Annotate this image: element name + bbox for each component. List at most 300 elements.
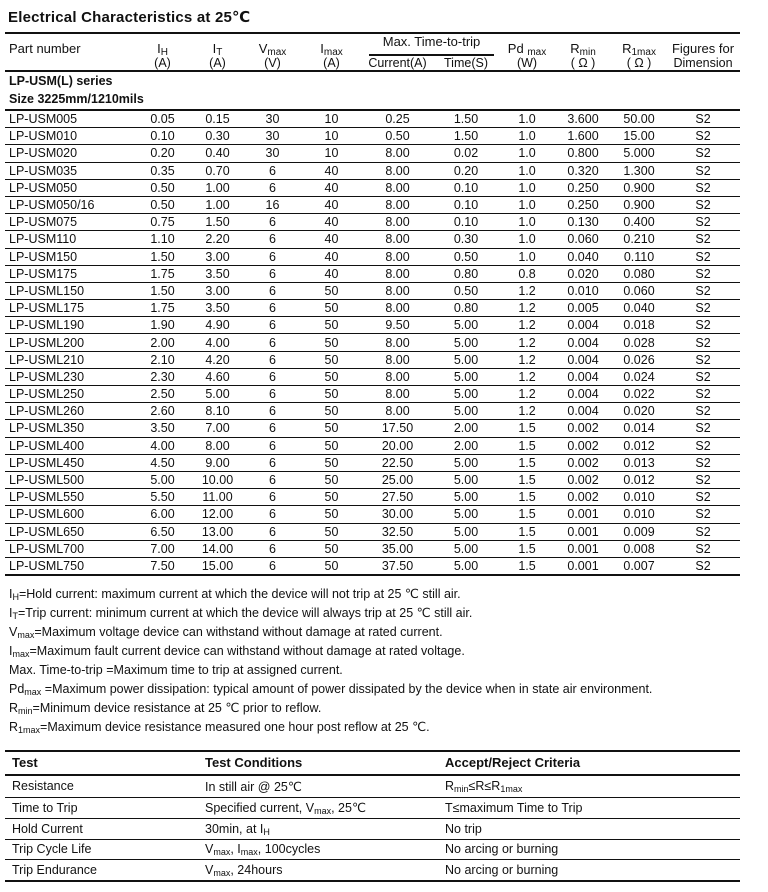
value-cell: 3.00 [190, 282, 245, 299]
value-cell: 2.50 [135, 386, 190, 403]
subscript-text: H [160, 47, 168, 58]
part-number-cell: LP-USML550 [5, 489, 135, 506]
part-number-cell: LP-USML200 [5, 334, 135, 351]
value-cell: 0.004 [554, 386, 612, 403]
value-cell: 8.10 [190, 403, 245, 420]
text-segment: =Maximum device resistance measured one hour post reflow at 25 ℃. [40, 720, 430, 735]
value-cell: 9.50 [363, 317, 432, 334]
value-cell: S2 [666, 248, 740, 265]
value-cell: 0.012 [612, 437, 666, 454]
test-row [5, 775, 740, 797]
unit-header: (V) [245, 56, 300, 71]
value-cell: S2 [666, 300, 740, 317]
unit-header: Time(S) [432, 56, 500, 71]
value-cell: 0.10 [432, 196, 500, 213]
value-cell: 1.75 [135, 300, 190, 317]
value-cell: S2 [666, 145, 740, 162]
column-header [190, 33, 245, 56]
value-cell: 0.02 [432, 145, 500, 162]
note-line [9, 718, 740, 737]
value-cell: S2 [666, 162, 740, 179]
value-cell: 7.00 [190, 420, 245, 437]
unit-header: ( Ω ) [612, 56, 666, 71]
text-segment: I [9, 644, 13, 659]
part-number-cell: LP-USML260 [5, 403, 135, 420]
value-cell: 6 [245, 231, 300, 248]
text-segment: =Trip current: minimum current at which the device will always trip at 25 ℃ still air. [17, 606, 473, 621]
text-segment: Pd [9, 682, 25, 697]
value-cell: 0.210 [612, 231, 666, 248]
part-number-cell: LP-USML350 [5, 420, 135, 437]
value-cell: 8.00 [363, 368, 432, 385]
value-cell: 1.0 [500, 231, 554, 248]
value-cell: 2.10 [135, 351, 190, 368]
value-cell: 6 [245, 162, 300, 179]
text-segment: , I [230, 842, 241, 857]
table-row [5, 351, 740, 368]
value-cell: 6 [245, 437, 300, 454]
value-cell: 0.004 [554, 334, 612, 351]
text-segment: T≤maximum Time to Trip [445, 800, 583, 815]
text-segment: I [9, 587, 13, 602]
value-cell: 1.50 [432, 110, 500, 128]
value-cell: S2 [666, 437, 740, 454]
value-cell: 0.009 [612, 523, 666, 540]
value-cell: 8.00 [363, 145, 432, 162]
value-cell: 0.060 [554, 231, 612, 248]
text-segment: V [205, 842, 214, 857]
text-segment: , 100cycles [257, 842, 321, 857]
value-cell: 50 [300, 334, 363, 351]
part-number-cell: LP-USM005 [5, 110, 135, 128]
value-cell: 50 [300, 540, 363, 557]
value-cell: 6 [245, 300, 300, 317]
table-row [5, 145, 740, 162]
value-cell: 4.20 [190, 351, 245, 368]
value-cell: 11.00 [190, 489, 245, 506]
series-label-row [5, 90, 740, 110]
value-cell: 40 [300, 231, 363, 248]
value-cell: 1.5 [500, 489, 554, 506]
value-cell: 0.008 [612, 540, 666, 557]
value-cell: 0.024 [612, 368, 666, 385]
table-row [5, 317, 740, 334]
value-cell: 0.320 [554, 162, 612, 179]
conditions-cell [205, 839, 445, 860]
value-cell: 1.5 [500, 437, 554, 454]
unit-header: Current(A) [363, 56, 432, 71]
value-cell: 8.00 [363, 265, 432, 282]
subscript-text: H [12, 592, 19, 603]
value-cell: 0.900 [612, 179, 666, 196]
note-line [9, 680, 740, 699]
value-cell: 40 [300, 248, 363, 265]
value-cell: 10 [300, 128, 363, 145]
value-cell: 3.600 [554, 110, 612, 128]
note-line [9, 661, 740, 680]
value-cell: 6 [245, 523, 300, 540]
value-cell: 0.002 [554, 437, 612, 454]
test-header-row [5, 751, 740, 775]
value-cell: 1.50 [190, 214, 245, 231]
value-cell: 0.20 [432, 162, 500, 179]
unit-header [5, 56, 135, 71]
note-line [9, 642, 740, 661]
column-header [135, 33, 190, 56]
value-cell: 0.020 [612, 403, 666, 420]
part-number-cell: LP-USM050/16 [5, 196, 135, 213]
value-cell: 40 [300, 214, 363, 231]
text-segment: No trip [445, 821, 482, 836]
value-cell: 6 [245, 334, 300, 351]
text-segment: V [205, 862, 214, 877]
value-cell: 0.022 [612, 386, 666, 403]
value-cell: 40 [300, 196, 363, 213]
value-cell: 20.00 [363, 437, 432, 454]
value-cell: S2 [666, 334, 740, 351]
value-cell: 6 [245, 265, 300, 282]
table-row [5, 162, 740, 179]
value-cell: 35.00 [363, 540, 432, 557]
part-number-cell: LP-USML650 [5, 523, 135, 540]
value-cell: 5.00 [432, 506, 500, 523]
value-cell: 15.00 [190, 557, 245, 575]
value-cell: S2 [666, 489, 740, 506]
subscript-text: max [267, 47, 287, 58]
value-cell: 1.50 [135, 282, 190, 299]
value-cell: 30 [245, 110, 300, 128]
value-cell: 0.80 [432, 300, 500, 317]
value-cell: 0.004 [554, 351, 612, 368]
criteria-cell [445, 775, 740, 797]
value-cell: 5.00 [432, 454, 500, 471]
value-cell: S2 [666, 128, 740, 145]
note-line [9, 604, 740, 623]
value-cell: S2 [666, 454, 740, 471]
value-cell: 1.5 [500, 557, 554, 575]
value-cell: S2 [666, 368, 740, 385]
value-cell: 0.013 [612, 454, 666, 471]
value-cell: S2 [666, 317, 740, 334]
value-cell: 2.20 [190, 231, 245, 248]
value-cell: 40 [300, 162, 363, 179]
subscript-text: min [579, 47, 596, 58]
subscript-text: max [240, 847, 258, 858]
value-cell: 50 [300, 300, 363, 317]
part-number-cell: LP-USML150 [5, 282, 135, 299]
text-segment: In still air @ 25℃ [205, 779, 302, 794]
value-cell: 1.0 [500, 196, 554, 213]
column-header [612, 33, 666, 56]
table-row [5, 368, 740, 385]
value-cell: 4.60 [190, 368, 245, 385]
value-cell: 0.50 [363, 128, 432, 145]
value-cell: 0.250 [554, 179, 612, 196]
units-row [5, 56, 740, 71]
value-cell: S2 [666, 386, 740, 403]
value-cell: 1.2 [500, 351, 554, 368]
text-segment: =Minimum device resistance at 25 ℃ prior to reflow. [32, 701, 322, 716]
value-cell: 1.2 [500, 282, 554, 299]
table-row [5, 179, 740, 196]
value-cell: 6 [245, 351, 300, 368]
text-segment: Max. Time-to-trip [382, 34, 481, 49]
value-cell: 4.90 [190, 317, 245, 334]
value-cell: 0.50 [135, 196, 190, 213]
value-cell: 50 [300, 489, 363, 506]
value-cell: 1.0 [500, 145, 554, 162]
value-cell: 9.00 [190, 454, 245, 471]
value-cell: 10.00 [190, 471, 245, 488]
value-cell: 50 [300, 437, 363, 454]
value-cell: 6.00 [135, 506, 190, 523]
value-cell: 1.2 [500, 403, 554, 420]
value-cell: 6 [245, 454, 300, 471]
value-cell: 0.10 [135, 128, 190, 145]
value-cell: 5.00 [432, 386, 500, 403]
value-cell: 0.001 [554, 506, 612, 523]
value-cell: 1.90 [135, 317, 190, 334]
value-cell: 5.00 [135, 471, 190, 488]
table-row [5, 420, 740, 437]
text-segment: I [320, 41, 324, 56]
test-table-header [5, 751, 740, 775]
value-cell: 1.0 [500, 179, 554, 196]
value-cell: 50 [300, 317, 363, 334]
value-cell: 6 [245, 386, 300, 403]
value-cell: 6 [245, 540, 300, 557]
value-cell: 0.800 [554, 145, 612, 162]
value-cell: 1.600 [554, 128, 612, 145]
table-row [5, 403, 740, 420]
value-cell: 1.50 [432, 128, 500, 145]
value-cell: 22.50 [363, 454, 432, 471]
test-column-header: Accept/Reject Criteria [445, 751, 740, 775]
table-row [5, 334, 740, 351]
main-table-body [5, 71, 740, 575]
value-cell: 6 [245, 282, 300, 299]
test-name-cell: Trip Endurance [5, 860, 205, 881]
value-cell: S2 [666, 403, 740, 420]
value-cell: 3.00 [190, 248, 245, 265]
test-row [5, 860, 740, 881]
table-row [5, 128, 740, 145]
value-cell: 8.00 [363, 403, 432, 420]
text-segment: =Hold current: maximum current at which the device will not trip at 25 ℃ still air. [18, 587, 461, 602]
subscript-text: max [213, 847, 231, 858]
header-row [5, 33, 740, 56]
column-header [363, 33, 500, 56]
text-segment: R [445, 779, 455, 794]
value-cell: 1.0 [500, 248, 554, 265]
value-cell: 1.2 [500, 386, 554, 403]
text-segment: 30min, at I [205, 821, 264, 836]
value-cell: 8.00 [363, 386, 432, 403]
value-cell: 1.0 [500, 214, 554, 231]
value-cell: 13.00 [190, 523, 245, 540]
value-cell: 1.00 [190, 196, 245, 213]
criteria-cell [445, 860, 740, 881]
value-cell: 5.00 [432, 368, 500, 385]
value-cell: 1.2 [500, 317, 554, 334]
value-cell: 0.010 [554, 282, 612, 299]
value-cell: 50 [300, 557, 363, 575]
value-cell: 40 [300, 179, 363, 196]
value-cell: 0.026 [612, 351, 666, 368]
value-cell: S2 [666, 557, 740, 575]
part-number-cell: LP-USML450 [5, 454, 135, 471]
part-number-cell: LP-USM010 [5, 128, 135, 145]
value-cell: 5.00 [432, 557, 500, 575]
subscript-text: T [216, 47, 223, 58]
value-cell: 5.00 [432, 403, 500, 420]
table-row [5, 196, 740, 213]
value-cell: 2.00 [135, 334, 190, 351]
value-cell: 0.028 [612, 334, 666, 351]
value-cell: 6 [245, 420, 300, 437]
value-cell: 7.50 [135, 557, 190, 575]
value-cell: 0.35 [135, 162, 190, 179]
column-header [300, 33, 363, 56]
test-column-header: Test [5, 751, 205, 775]
unit-header: ( Ω ) [554, 56, 612, 71]
value-cell: 3.50 [135, 420, 190, 437]
value-cell: 30 [245, 128, 300, 145]
value-cell: 0.010 [612, 506, 666, 523]
table-row [5, 523, 740, 540]
value-cell: 6 [245, 248, 300, 265]
value-cell: 0.110 [612, 248, 666, 265]
note-line [9, 699, 740, 718]
value-cell: 2.00 [432, 437, 500, 454]
text-segment: No arcing or burning [445, 862, 559, 877]
value-cell: S2 [666, 196, 740, 213]
unit-header: (A) [135, 56, 190, 71]
value-cell: 0.10 [432, 179, 500, 196]
value-cell: 50 [300, 420, 363, 437]
value-cell: 0.040 [612, 300, 666, 317]
value-cell: S2 [666, 471, 740, 488]
criteria-cell [445, 819, 740, 840]
test-criteria-table [5, 750, 740, 882]
value-cell: 40 [300, 265, 363, 282]
value-cell: 8.00 [363, 162, 432, 179]
value-cell: 5.50 [135, 489, 190, 506]
value-cell: 10 [300, 110, 363, 128]
text-segment: Pd [507, 41, 528, 56]
part-number-cell: LP-USML250 [5, 386, 135, 403]
part-number-cell: LP-USM050 [5, 179, 135, 196]
value-cell: 1.5 [500, 506, 554, 523]
value-cell: S2 [666, 282, 740, 299]
part-number-cell: LP-USM035 [5, 162, 135, 179]
value-cell: 1.5 [500, 540, 554, 557]
value-cell: 0.020 [554, 265, 612, 282]
value-cell: 6 [245, 471, 300, 488]
text-segment: Specified current, V [205, 801, 315, 816]
text-segment: Max. Time-to-trip =Maximum time to trip at assigned current. [9, 663, 343, 678]
value-cell: 4.50 [135, 454, 190, 471]
value-cell: 0.50 [432, 282, 500, 299]
part-number-cell: LP-USML210 [5, 351, 135, 368]
text-segment: R [570, 41, 580, 56]
value-cell: 0.004 [554, 317, 612, 334]
value-cell: 0.014 [612, 420, 666, 437]
value-cell: 37.50 [363, 557, 432, 575]
value-cell: 0.05 [135, 110, 190, 128]
table-row [5, 489, 740, 506]
conditions-cell [205, 819, 445, 840]
table-row [5, 506, 740, 523]
column-header [666, 33, 740, 56]
table-row [5, 248, 740, 265]
subscript-text: max [17, 630, 35, 641]
subscript-text: max [12, 649, 30, 660]
value-cell: 8.00 [363, 300, 432, 317]
subscript-text: min [18, 706, 33, 717]
page-title: Electrical Characteristics at 25℃ [8, 9, 251, 26]
value-cell: 50.00 [612, 110, 666, 128]
value-cell: 1.50 [135, 248, 190, 265]
value-cell: 0.50 [432, 248, 500, 265]
subscript-text: max [527, 47, 547, 58]
text-segment: R [9, 720, 19, 735]
value-cell: 0.25 [363, 110, 432, 128]
notes-section [9, 585, 740, 737]
table-row [5, 231, 740, 248]
value-cell: 3.50 [190, 300, 245, 317]
value-cell: 0.018 [612, 317, 666, 334]
value-cell: 5.00 [432, 523, 500, 540]
criteria-cell [445, 797, 740, 819]
value-cell: 0.20 [135, 145, 190, 162]
value-cell: 5.000 [612, 145, 666, 162]
value-cell: 0.10 [432, 214, 500, 231]
conditions-cell [205, 797, 445, 819]
part-number-cell: LP-USM075 [5, 214, 135, 231]
value-cell: 8.00 [190, 437, 245, 454]
value-cell: 30.00 [363, 506, 432, 523]
text-segment: , 24hours [230, 862, 283, 877]
text-segment: , 25℃ [331, 801, 366, 816]
subscript-text: max [314, 806, 332, 817]
value-cell: 0.30 [432, 231, 500, 248]
value-cell: 32.50 [363, 523, 432, 540]
value-cell: 1.5 [500, 454, 554, 471]
value-cell: 6 [245, 368, 300, 385]
text-segment: =Maximum voltage device can withstand without damage at rated current. [34, 625, 443, 640]
value-cell: 1.5 [500, 523, 554, 540]
value-cell: 1.5 [500, 420, 554, 437]
value-cell: 0.002 [554, 420, 612, 437]
value-cell: 0.900 [612, 196, 666, 213]
table-row [5, 557, 740, 575]
part-number-cell: LP-USM175 [5, 265, 135, 282]
value-cell: 7.00 [135, 540, 190, 557]
text-segment: R [9, 701, 19, 716]
value-cell: 6.50 [135, 523, 190, 540]
value-cell: S2 [666, 523, 740, 540]
table-row [5, 540, 740, 557]
value-cell: 8.00 [363, 179, 432, 196]
value-cell: 0.007 [612, 557, 666, 575]
value-cell: S2 [666, 231, 740, 248]
value-cell: 12.00 [190, 506, 245, 523]
value-cell: 14.00 [190, 540, 245, 557]
series-size: Size 3225mm/1210mils [5, 90, 740, 110]
value-cell: 25.00 [363, 471, 432, 488]
part-number-cell: LP-USML400 [5, 437, 135, 454]
